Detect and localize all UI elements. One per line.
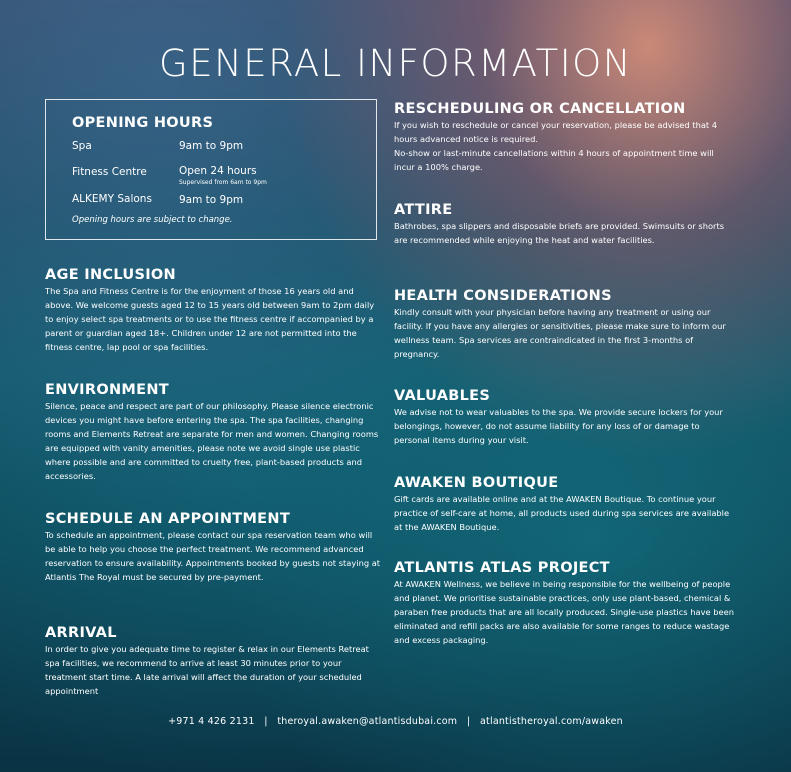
hours-row-spa-label: Spa	[72, 140, 92, 152]
health-heading: HEALTH CONSIDERATIONS	[394, 288, 612, 304]
hours-row-alkemy-value: 9am to 9pm	[179, 194, 244, 206]
hours-row-fitness-label: Fitness Centre	[72, 166, 147, 178]
age-inclusion-body: The Spa and Fitness Centre is for the enjoyment of those 16 years old and above. We welcome guests aged 12 to 15 years old between 9am to 2pm daily to enjoy select spa treatments or to use the fitness centre if accompanied by a parent or guardian aged 18+. Children under 12 are not permitted into the fitness centre, lap pool or spa facilities.	[45, 286, 375, 352]
footer-website[interactable]: atlantistheroyal.com/awaken	[480, 716, 623, 727]
attire-body: Bathrobes, spa slippers and disposable briefs are provided. Swimsuits or shorts are recommended while enjoying the heat and water facilities.	[394, 221, 725, 245]
section-valuables	[394, 387, 734, 447]
section-schedule-appointment	[45, 510, 381, 584]
arrival-heading: ARRIVAL	[45, 625, 117, 641]
rescheduling-body: If you wish to reschedule or cancel your reservation, please be advised that 4 hours advanced notice is required.	[394, 120, 718, 144]
section-rescheduling	[394, 100, 734, 174]
opening-hours-box	[45, 99, 377, 240]
arrival-body: In order to give you adequate time to register & relax in our Elements Retreat spa facilities, we recommend to arrive at least 30 minutes prior to your treatment start time. A late arrival will affect the duration of your scheduled appointment	[45, 644, 369, 696]
health-body: Kindly consult with your physician before having any treatment or using our facility. If you have any allergies or sensitivities, please make sure to inform our wellness team. Spa services are contraindicated in the first 3-months of pregnancy.	[394, 307, 726, 359]
hours-row-spa-value: 9am to 9pm	[179, 140, 244, 152]
rescheduling-body-2: No-show or last-minute cancellations within 4 hours of appointment time will incur a 100% charge.	[394, 148, 714, 172]
rescheduling-heading: RESCHEDULING OR CANCELLATION	[394, 101, 686, 117]
section-arrival	[45, 624, 381, 698]
hours-row-fitness-value: Open 24 hours	[179, 165, 257, 177]
footer-separator: |	[466, 716, 471, 727]
schedule-heading: SCHEDULE AN APPOINTMENT	[45, 511, 291, 527]
section-age-inclusion	[45, 266, 381, 354]
attire-heading: ATTIRE	[394, 202, 453, 218]
boutique-body: Gift cards are available online and at the AWAKEN Boutique. To continue your practice of self-care at home, all products used during spa services are available at the AWAKEN Boutique.	[394, 494, 730, 532]
section-health-considerations	[394, 287, 734, 361]
section-attire	[394, 201, 734, 247]
hours-row-fitness-note: Supervised from 6am to 9pm	[179, 179, 267, 186]
atlas-heading: ATLANTIS ATLAS PROJECT	[394, 560, 610, 576]
age-inclusion-heading: AGE INCLUSION	[45, 267, 176, 283]
atlas-body: At AWAKEN Wellness, we believe in being responsible for the wellbeing of people and planet. We prioritise sustainable practices, only use plant-based, chemical & paraben free products that are all locally produced. Single-use plastics have been eliminated and refill packs are also available for some ranges to reduce wastage and excess packaging.	[394, 579, 734, 645]
valuables-body: We advise not to wear valuables to the spa. We provide secure lockers for your belongings, however, do not assume liability for any loss of or damage to personal items during your visit.	[394, 407, 723, 445]
hours-footnote: Opening hours are subject to change.	[72, 215, 233, 225]
section-awaken-boutique	[394, 474, 734, 534]
schedule-body: To schedule an appointment, please contact our spa reservation team who will be able to help you choose the perfect treatment. We recommend advanced reservation to ensure availability. Appointments booked by guests not staying at Atlantis The Royal must be secured by pre-payment.	[45, 530, 381, 582]
footer-phone[interactable]: +971 4 426 2131	[168, 716, 255, 727]
hours-row-alkemy-label: ALKEMY Salons	[72, 193, 152, 205]
footer-email[interactable]: theroyal.awaken@atlantisdubai.com	[277, 716, 458, 727]
section-atlas-project	[394, 559, 734, 647]
page-title: GENERAL INFORMATION	[159, 42, 632, 85]
contact-footer	[0, 716, 791, 727]
opening-hours-heading: OPENING HOURS	[72, 115, 214, 131]
section-environment	[45, 381, 381, 483]
valuables-heading: VALUABLES	[394, 388, 491, 404]
boutique-heading: AWAKEN BOUTIQUE	[394, 475, 559, 491]
environment-heading: ENVIRONMENT	[45, 382, 169, 398]
footer-separator: |	[264, 716, 268, 727]
environment-body: Silence, peace and respect are part of our philosophy. Please silence electronic devices you might have before entering the spa. The spa facilities, changing rooms and Elements Retreat are separate for men and women. Changing rooms are equipped with vanity amenities, please note we avoid single use plastic where possible and are committed to cruelty free, plant-based products and accessories.	[45, 401, 379, 481]
